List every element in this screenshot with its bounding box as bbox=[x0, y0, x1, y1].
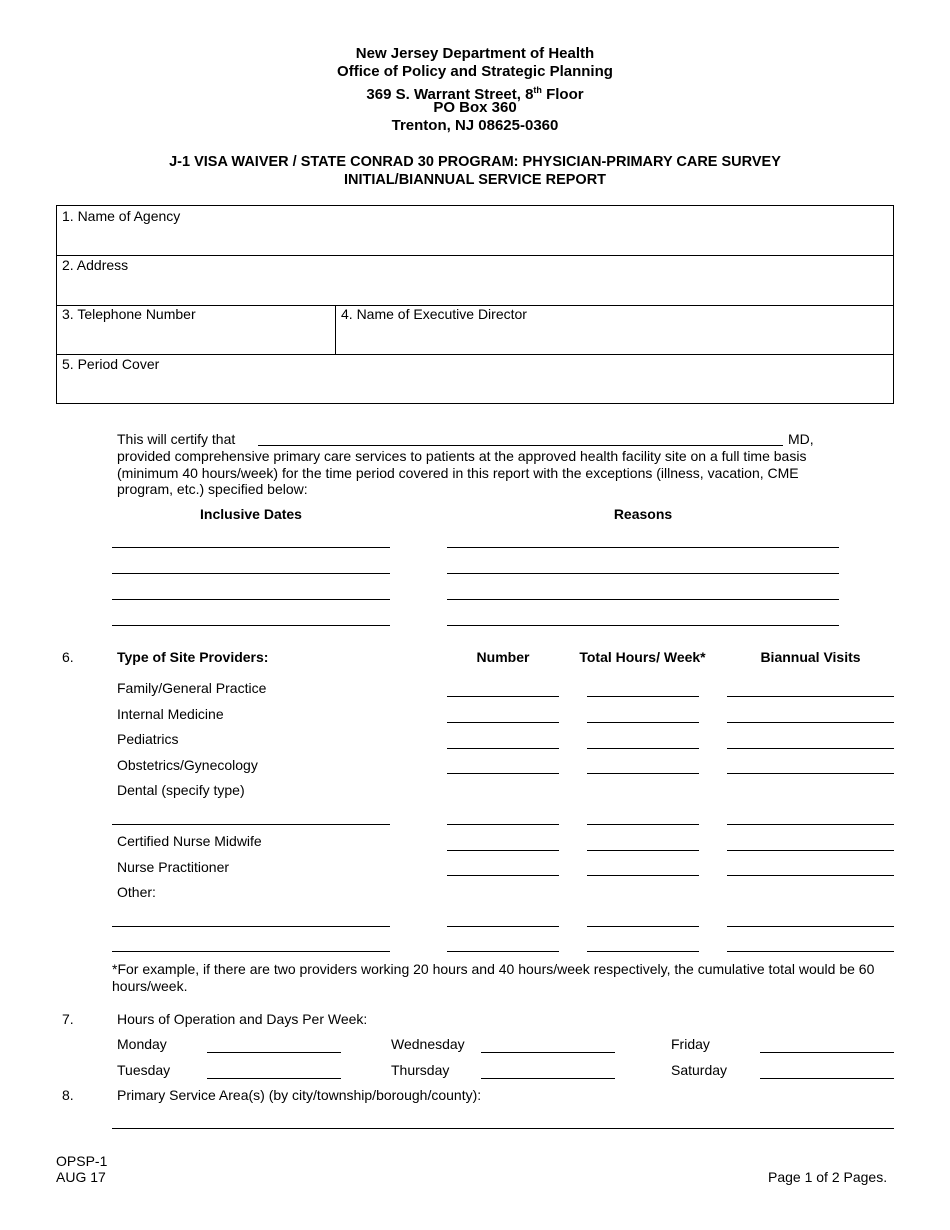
provider-nurse-practitioner: Nurse Practitioner bbox=[117, 859, 230, 875]
provider-pediatrics: Pediatrics bbox=[117, 731, 179, 747]
visits-input[interactable] bbox=[727, 875, 894, 876]
number-input[interactable] bbox=[447, 748, 559, 749]
inclusive-dates-header: Inclusive Dates bbox=[200, 506, 302, 522]
hours-week-header: Total Hours/ Week* bbox=[579, 649, 706, 665]
inclusive-dates-input[interactable] bbox=[112, 625, 390, 626]
dental-type-input[interactable] bbox=[112, 824, 390, 825]
friday-hours-input[interactable] bbox=[760, 1052, 894, 1053]
provider-family-practice: Family/General Practice bbox=[117, 680, 267, 696]
provider-internal-medicine: Internal Medicine bbox=[117, 706, 224, 722]
reasons-input[interactable] bbox=[447, 599, 839, 600]
certify-body: provided comprehensive primary care services to patients at the approved health facility site on a full time basis (minimum 40 hours/week) for the time period covered in this report with the exceptions (illness, vacation, CME program, etc.) specified below: bbox=[117, 448, 807, 497]
hours-input[interactable] bbox=[587, 773, 699, 774]
po-box: PO Box 360 bbox=[433, 99, 517, 116]
day-saturday: Saturday bbox=[671, 1062, 728, 1078]
agency-info-box bbox=[56, 205, 894, 404]
row-divider bbox=[57, 354, 893, 355]
other-provider-input[interactable] bbox=[112, 951, 390, 952]
number-input[interactable] bbox=[447, 824, 559, 825]
hours-input[interactable] bbox=[587, 850, 699, 851]
reasons-header: Reasons bbox=[613, 506, 673, 522]
form-id: OPSP-1 bbox=[56, 1153, 108, 1169]
service-area-input[interactable] bbox=[112, 1128, 894, 1129]
certify-prefix: This will certify that bbox=[117, 431, 236, 447]
provider-obgyn: Obstetrics/Gynecology bbox=[117, 757, 258, 773]
visits-input[interactable] bbox=[727, 696, 894, 697]
site-providers-heading: Type of Site Providers: bbox=[117, 649, 269, 665]
inclusive-dates-input[interactable] bbox=[112, 547, 390, 548]
number-input[interactable] bbox=[447, 875, 559, 876]
visits-input[interactable] bbox=[727, 926, 894, 927]
city-state-zip: Trenton, NJ 08625-0360 bbox=[391, 117, 559, 134]
telephone-field[interactable]: 3. Telephone Number bbox=[62, 306, 196, 322]
section-7-number: 7. bbox=[62, 1011, 74, 1027]
hours-input[interactable] bbox=[587, 824, 699, 825]
period-cover-field[interactable]: 5. Period Cover bbox=[62, 356, 160, 372]
number-input[interactable] bbox=[447, 951, 559, 952]
hours-input[interactable] bbox=[587, 926, 699, 927]
number-input[interactable] bbox=[447, 773, 559, 774]
street-address-floor: Floor bbox=[541, 86, 584, 103]
hours-input[interactable] bbox=[587, 722, 699, 723]
section-8-number: 8. bbox=[62, 1087, 74, 1103]
section-6-number: 6. bbox=[62, 649, 74, 665]
agency-name-field[interactable]: 1. Name of Agency bbox=[62, 208, 181, 224]
biannual-visits-header: Biannual Visits bbox=[760, 649, 861, 665]
hours-input[interactable] bbox=[587, 748, 699, 749]
number-header: Number bbox=[476, 649, 530, 665]
day-tuesday: Tuesday bbox=[117, 1062, 171, 1078]
address-field[interactable]: 2. Address bbox=[62, 257, 129, 273]
office-name: Office of Policy and Strategic Planning bbox=[337, 63, 613, 80]
day-thursday: Thursday bbox=[391, 1062, 450, 1078]
number-input[interactable] bbox=[447, 850, 559, 851]
visits-input[interactable] bbox=[727, 722, 894, 723]
visits-input[interactable] bbox=[727, 951, 894, 952]
other-provider-input[interactable] bbox=[112, 926, 390, 927]
tuesday-hours-input[interactable] bbox=[207, 1078, 341, 1079]
day-wednesday: Wednesday bbox=[391, 1036, 465, 1052]
hours-input[interactable] bbox=[587, 696, 699, 697]
column-divider bbox=[335, 305, 336, 354]
wednesday-hours-input[interactable] bbox=[481, 1052, 615, 1053]
executive-director-field[interactable]: 4. Name of Executive Director bbox=[341, 306, 527, 322]
hours-input[interactable] bbox=[587, 875, 699, 876]
saturday-hours-input[interactable] bbox=[760, 1078, 894, 1079]
service-area-heading: Primary Service Area(s) (by city/township/borough/county): bbox=[117, 1087, 482, 1103]
physician-name-input[interactable] bbox=[258, 445, 783, 446]
number-input[interactable] bbox=[447, 722, 559, 723]
reasons-input[interactable] bbox=[447, 573, 839, 574]
provider-other: Other: bbox=[117, 884, 156, 900]
number-input[interactable] bbox=[447, 696, 559, 697]
thursday-hours-input[interactable] bbox=[481, 1078, 615, 1079]
inclusive-dates-input[interactable] bbox=[112, 573, 390, 574]
street-address-ordinal: th bbox=[533, 85, 542, 95]
provider-dental: Dental (specify type) bbox=[117, 782, 245, 798]
department-name: New Jersey Department of Health bbox=[355, 45, 595, 62]
visits-input[interactable] bbox=[727, 850, 894, 851]
reasons-input[interactable] bbox=[447, 547, 839, 548]
day-friday: Friday bbox=[671, 1036, 710, 1052]
visits-input[interactable] bbox=[727, 748, 894, 749]
visits-input[interactable] bbox=[727, 773, 894, 774]
form-subtitle: INITIAL/BIANNUAL SERVICE REPORT bbox=[343, 172, 607, 188]
monday-hours-input[interactable] bbox=[207, 1052, 341, 1053]
form-date: AUG 17 bbox=[56, 1169, 106, 1185]
certify-suffix: MD, bbox=[788, 431, 814, 447]
inclusive-dates-input[interactable] bbox=[112, 599, 390, 600]
hours-of-operation-heading: Hours of Operation and Days Per Week: bbox=[117, 1011, 368, 1027]
number-input[interactable] bbox=[447, 926, 559, 927]
form-title: J-1 VISA WAIVER / STATE CONRAD 30 PROGRAM: PHYSICIAN-PRIMARY CARE SURVEY bbox=[169, 154, 781, 170]
hours-input[interactable] bbox=[587, 951, 699, 952]
provider-nurse-midwife: Certified Nurse Midwife bbox=[117, 833, 262, 849]
row-divider bbox=[57, 255, 893, 256]
reasons-input[interactable] bbox=[447, 625, 839, 626]
day-monday: Monday bbox=[117, 1036, 167, 1052]
page-number: Page 1 of 2 Pages. bbox=[768, 1169, 888, 1185]
street-address-main: 369 S. Warrant Street, 8 bbox=[366, 86, 534, 103]
hours-footnote: *For example, if there are two providers working 20 hours and 40 hours/week respectively, the cumulative total would be 60 hours/week. bbox=[112, 961, 875, 994]
visits-input[interactable] bbox=[727, 824, 894, 825]
